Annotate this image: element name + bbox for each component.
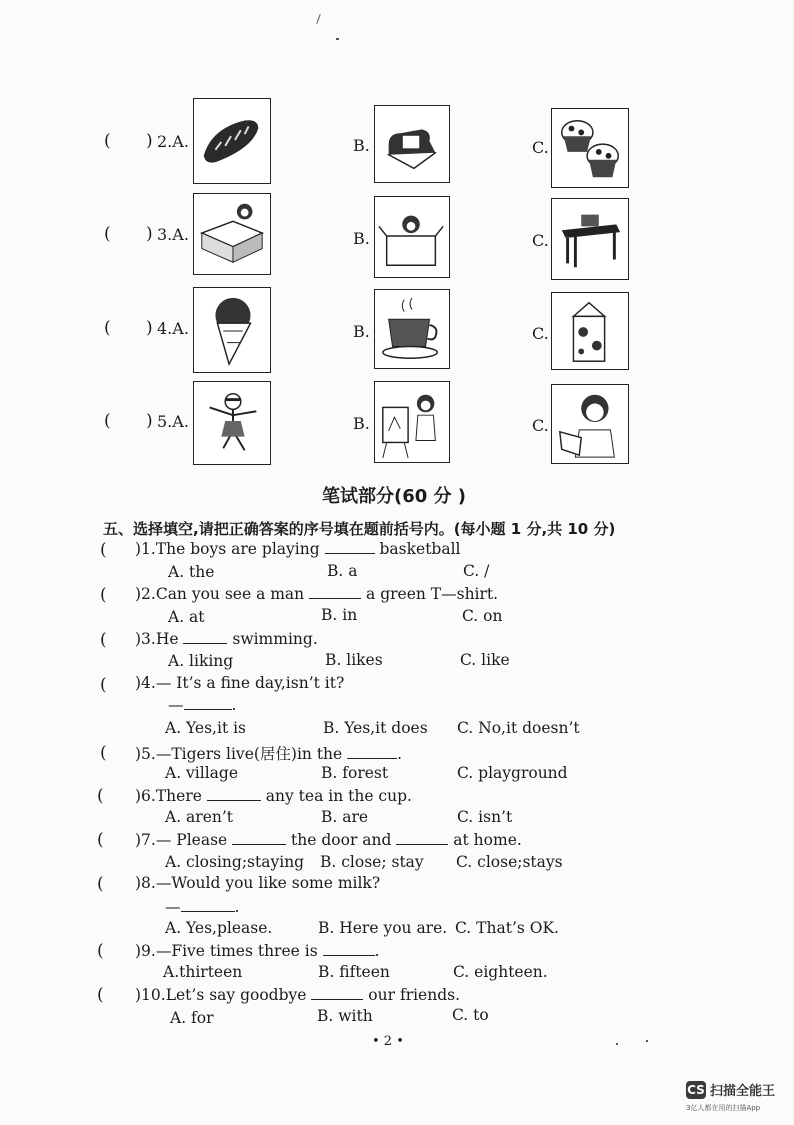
ice-cream-icon[interactable] [193, 287, 271, 373]
fill-blank[interactable] [181, 897, 235, 912]
option-b[interactable]: B. close; stay [320, 853, 424, 871]
answer-paren[interactable]: ( [100, 743, 107, 763]
box-on-table-icon[interactable] [551, 198, 629, 280]
option-a[interactable]: A. village [165, 764, 239, 782]
answer-paren[interactable]: ( [104, 224, 111, 244]
option-a[interactable]: A. at [168, 608, 205, 626]
fill-blank[interactable] [347, 744, 397, 759]
answer-paren[interactable]: ( [104, 411, 111, 431]
scanner-watermark [686, 1080, 775, 1099]
scanner-name: 扫描全能王 [710, 1084, 776, 1099]
fill-blank[interactable] [183, 629, 227, 644]
answer-paren-close: ) [146, 131, 153, 151]
monkey-in-box-icon[interactable] [374, 196, 450, 278]
reply-line: — . [168, 696, 237, 714]
answer-paren[interactable]: ( [104, 318, 111, 338]
answer-paren[interactable]: ( [97, 874, 104, 894]
option-a[interactable]: A. aren’t [165, 808, 234, 826]
reply-line: — . [165, 898, 240, 916]
stray-mark [646, 1040, 648, 1042]
stray-mark [616, 1043, 618, 1045]
option-b[interactable]: B. likes [325, 651, 383, 669]
option-c[interactable]: C. close;stays [456, 853, 563, 871]
option-b-label: B. [353, 322, 370, 341]
question-text: )7.— Please the door and at home. [135, 831, 522, 849]
question-text: )4.— It’s a fine day,isn’t it? [135, 674, 345, 692]
boy-reading-icon[interactable] [551, 384, 629, 464]
question-text: )8.—Would you like some milk? [135, 874, 381, 892]
option-c[interactable]: C. / [463, 562, 490, 580]
answer-paren[interactable]: ( [97, 830, 104, 850]
option-b[interactable]: B. are [321, 808, 369, 826]
option-c-label: C. [532, 416, 549, 435]
question-number: 4.A. [157, 319, 189, 338]
option-c[interactable]: C. playground [457, 764, 568, 782]
question-text: )9.—Five times three is . [135, 942, 380, 960]
option-b[interactable]: B. Yes,it does [323, 719, 428, 737]
answer-paren[interactable]: ( [100, 585, 107, 605]
option-c[interactable]: C. isn’t [457, 808, 513, 826]
camscanner-logo-icon: CS [687, 1082, 705, 1097]
fill-blank[interactable] [184, 695, 232, 710]
option-c-label: C. [532, 324, 549, 343]
question-text: )3.He swimming. [135, 630, 318, 648]
answer-paren[interactable]: ( [97, 985, 104, 1005]
option-b[interactable]: B. fifteen [318, 963, 390, 981]
fill-blank[interactable] [232, 830, 286, 845]
sliced-bread-icon[interactable] [374, 105, 450, 183]
option-c[interactable]: C. to [452, 1006, 489, 1024]
written-section-title: 笔试部分(60 分 ) [322, 486, 467, 507]
option-c[interactable]: C. on [462, 607, 503, 625]
section-five-instructions: 五、选择填空,请把正确答案的序号填在题前括号内。(每小题 1 分,共 10 分) [103, 520, 616, 538]
option-b-label: B. [353, 229, 370, 248]
question-number: 2.A. [157, 132, 189, 151]
answer-paren-close: ) [146, 411, 153, 431]
question-text: )10.Let’s say goodbye our friends. [135, 986, 461, 1004]
question-text: )1.The boys are playing basketball [135, 540, 461, 558]
option-c-label: C. [532, 138, 549, 157]
option-b-label: B. [353, 136, 370, 155]
option-b[interactable]: B. in [321, 606, 358, 624]
fill-blank[interactable] [396, 830, 448, 845]
option-b[interactable]: B. a [327, 562, 358, 580]
option-a[interactable]: A. Yes,it is [165, 719, 247, 737]
option-b[interactable]: B. with [317, 1007, 373, 1025]
option-c-label: C. [532, 231, 549, 250]
question-text: )6.There any tea in the cup. [135, 787, 412, 805]
option-a[interactable]: A. for [170, 1009, 214, 1027]
monkey-on-box-icon[interactable] [193, 193, 271, 275]
option-a[interactable]: A.thirteen [163, 963, 243, 981]
option-a[interactable]: A. the [168, 563, 215, 581]
answer-paren-close: ) [146, 224, 153, 244]
question-text: )2.Can you see a man a green T—shirt. [135, 585, 499, 603]
fill-blank[interactable] [325, 539, 375, 554]
stray-mark [316, 14, 320, 24]
answer-paren[interactable]: ( [100, 630, 107, 650]
option-b-label: B. [353, 414, 370, 433]
option-c[interactable]: C. That’s OK. [455, 919, 559, 937]
answer-paren[interactable]: ( [97, 786, 104, 806]
fill-blank[interactable] [207, 786, 261, 801]
page-number: • 2 • [372, 1034, 404, 1049]
option-c[interactable]: C. No,it doesn’t [457, 719, 580, 737]
question-text: )5.—Tigers live(居住)in the . [135, 745, 403, 763]
option-b[interactable]: B. Here you are. [318, 919, 448, 937]
answer-paren[interactable]: ( [97, 941, 104, 961]
hot-coffee-icon[interactable] [374, 289, 450, 369]
girl-painting-icon[interactable] [374, 381, 450, 463]
option-a[interactable]: A. closing;staying [165, 853, 305, 871]
fill-blank[interactable] [311, 985, 363, 1000]
answer-paren-close: ) [146, 318, 153, 338]
stray-mark [336, 38, 339, 40]
milk-carton-icon[interactable] [551, 292, 629, 370]
bread-loaf-icon[interactable] [193, 98, 271, 184]
option-c[interactable]: C. like [460, 651, 510, 669]
scanner-tagline: 3亿人都在用的扫描App [686, 1104, 761, 1112]
option-a[interactable]: A. liking [168, 652, 234, 670]
answer-paren[interactable]: ( [104, 131, 111, 151]
question-number: 5.A. [157, 412, 189, 431]
option-b[interactable]: B. forest [321, 764, 389, 782]
girl-dancing-icon[interactable] [193, 381, 271, 465]
question-number: 3.A. [157, 225, 189, 244]
option-c[interactable]: C. eighteen. [453, 963, 548, 981]
answer-paren[interactable]: ( [100, 540, 107, 560]
fill-blank[interactable] [309, 584, 361, 599]
cupcakes-icon[interactable] [551, 108, 629, 188]
option-a[interactable]: A. Yes,please. [165, 919, 273, 937]
fill-blank[interactable] [323, 941, 375, 956]
answer-paren[interactable]: ( [100, 675, 107, 695]
